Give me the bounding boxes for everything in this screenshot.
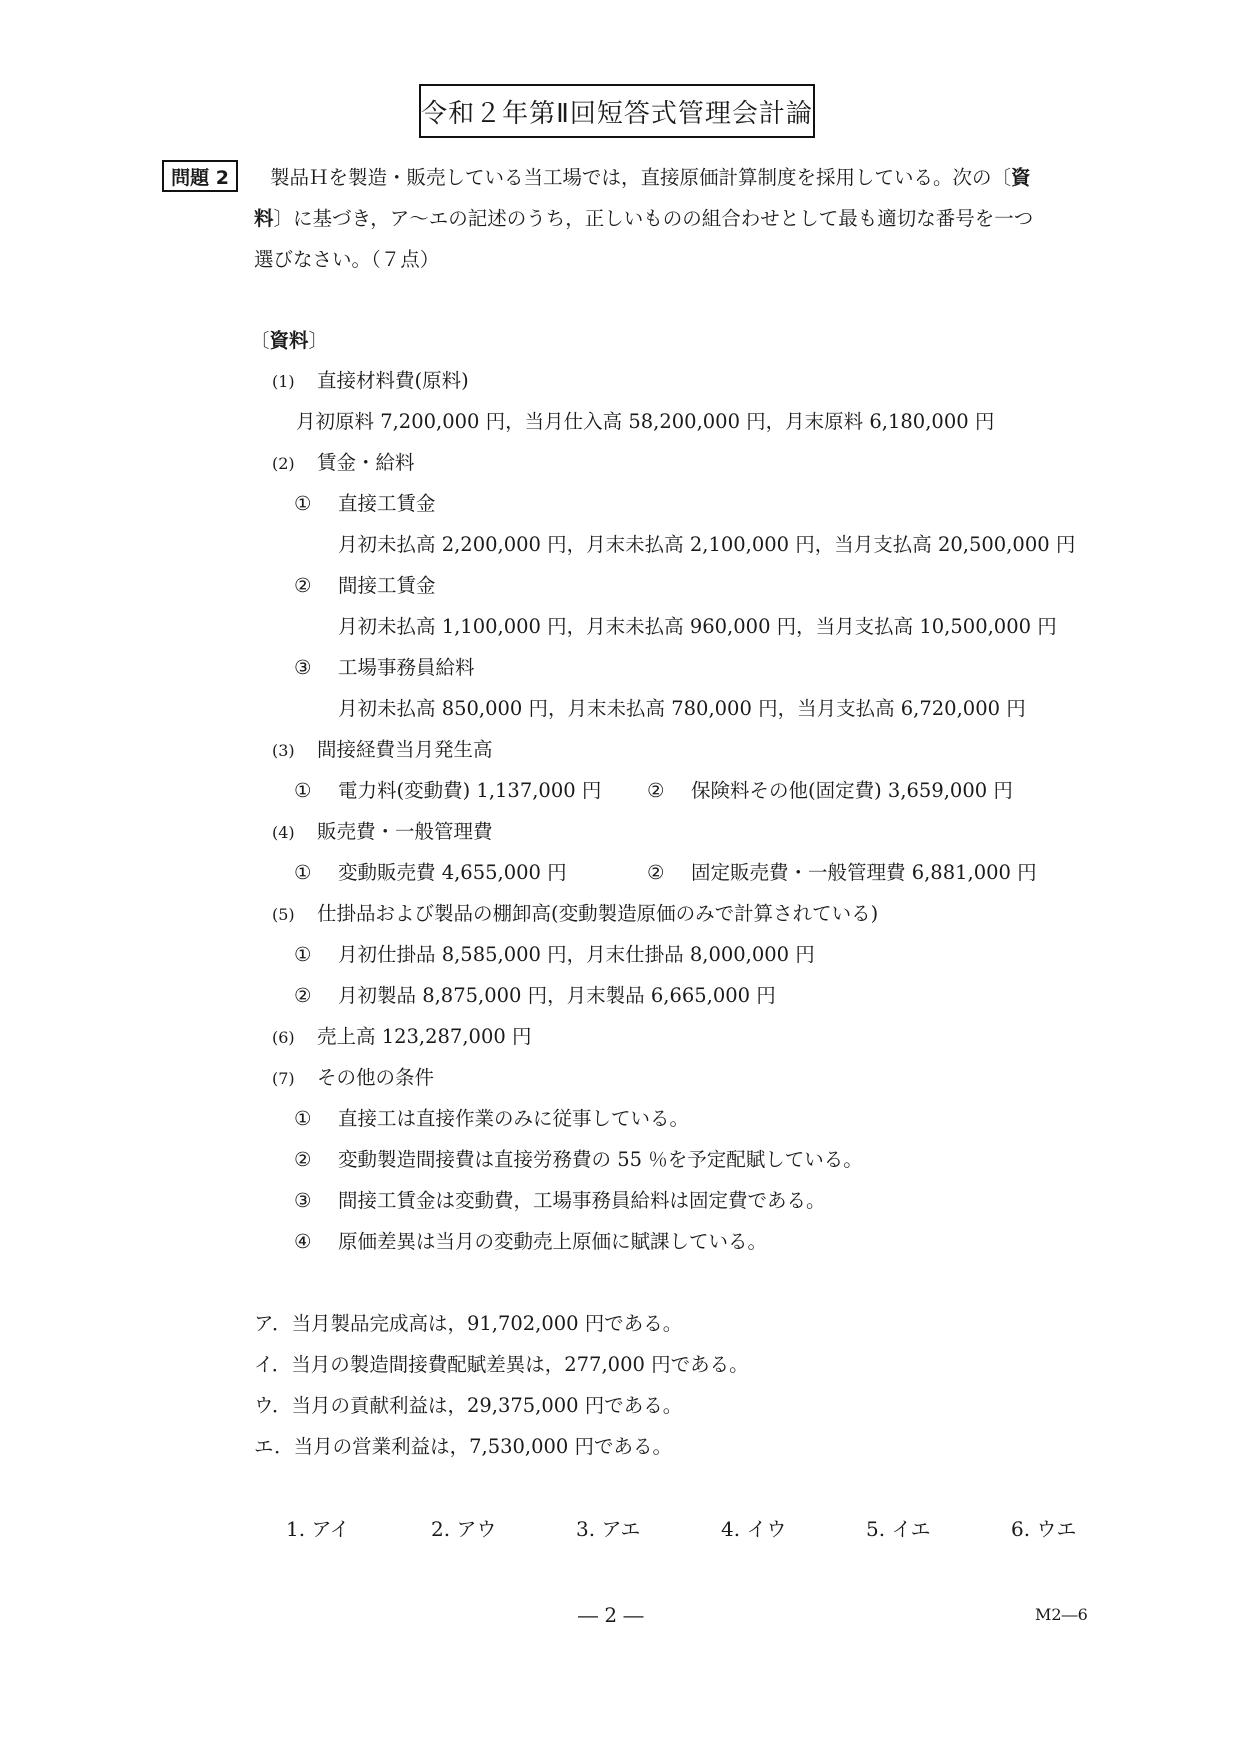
page-number: ― 2 ―: [578, 1603, 644, 1627]
section-6-title: 売上高 123,287,000 円: [317, 1025, 532, 1048]
section-2-1-number: ①: [294, 492, 312, 515]
section-5-1-text: 月初仕掛品 8,585,000 円，月末仕掛品 8,000,000 円: [338, 943, 815, 966]
choice-4-number: 4.: [721, 1517, 741, 1541]
statement-a: ア．当月製品完成高は，91,702,000 円である。: [254, 1312, 683, 1335]
section-5-number: (5): [272, 905, 295, 924]
section-3-2-text: 保険料その他(固定費) 3,659,000 円: [691, 779, 1013, 802]
section-7-1-number: ①: [294, 1107, 312, 1130]
choice-4-text: イウ: [746, 1517, 787, 1541]
section-7-title: その他の条件: [317, 1066, 435, 1089]
choice-3: [576, 1515, 640, 1543]
choice-2: [431, 1515, 496, 1543]
intro-line-2-bold: 料: [254, 207, 274, 230]
section-2-2-number: ②: [294, 574, 312, 597]
choice-6: [1011, 1515, 1076, 1543]
choice-5: [866, 1515, 931, 1543]
choice-5-number: 5.: [866, 1517, 886, 1541]
section-4-title: 販売費・一般管理費: [317, 820, 493, 843]
choice-4: [721, 1515, 786, 1543]
section-5-2-number: ②: [294, 984, 312, 1007]
choice-2-text: アウ: [456, 1517, 497, 1541]
intro-line-1-bold: 資: [1011, 166, 1031, 189]
choice-1-number: 1.: [286, 1517, 306, 1541]
section-4-number: (4): [272, 823, 295, 842]
section-2-1-title: 直接工賃金: [338, 492, 436, 515]
shiryo-heading-text: 資料: [269, 329, 309, 352]
section-2-2-detail: 月初未払高 1,100,000 円，月末未払高 960,000 円，当月支払高 10,500,000 円: [338, 615, 1057, 638]
section-2-3-detail: 月初未払高 850,000 円，月末未払高 780,000 円，当月支払高 6,720,000 円: [338, 697, 1026, 720]
page-title-text: 令和２年第Ⅱ回短答式管理会計論: [421, 98, 813, 129]
section-7-2-text: 変動製造間接費は直接労務費の 55 ％を予定配賦している。: [338, 1148, 863, 1171]
choice-1-text: アイ: [311, 1517, 350, 1541]
section-1-title: 直接材料費(原料): [317, 369, 469, 392]
statement-u: ウ．当月の貢献利益は，29,375,000 円である。: [254, 1394, 683, 1417]
section-5-1-number: ①: [294, 943, 312, 966]
section-7-3-number: ③: [294, 1189, 312, 1212]
intro-line-1: [270, 164, 1031, 192]
section-4-1-number: ①: [294, 861, 312, 884]
section-4-2-number: ②: [647, 861, 665, 884]
shiryo-heading-close: 〕: [308, 329, 329, 352]
choice-3-text: アエ: [601, 1517, 641, 1541]
section-3-number: (3): [272, 741, 295, 760]
section-2-title: 賃金・給料: [317, 451, 415, 474]
statement-i: イ．当月の製造間接費配賦差異は，277,000 円である。: [254, 1353, 749, 1376]
question-label-text: 問題 2: [171, 166, 229, 189]
choice-1: [286, 1515, 350, 1543]
section-3-2-number: ②: [647, 779, 665, 802]
section-7-2-number: ②: [294, 1148, 312, 1171]
page-title: [419, 84, 815, 138]
section-5-title: 仕掛品および製品の棚卸高(変動製造原価のみで計算されている): [317, 902, 879, 925]
choice-3-number: 3.: [576, 1517, 596, 1541]
section-2-2-title: 間接工賃金: [338, 574, 436, 597]
question-label: [162, 160, 238, 192]
section-7-4-number: ④: [294, 1230, 312, 1253]
page-code: M2―6: [1035, 1605, 1088, 1624]
section-1-number: (1): [272, 372, 295, 391]
section-2-3-number: ③: [294, 656, 312, 679]
section-5-2-text: 月初製品 8,875,000 円，月末製品 6,665,000 円: [338, 984, 776, 1007]
section-7-1-text: 直接工は直接作業のみに従事している。: [338, 1107, 690, 1130]
intro-line-2-text: 〕に基づき，ア～エの記述のうち，正しいものの組合わせとして最も適切な番号を一つ: [273, 207, 1034, 230]
section-2-1-detail: 月初未払高 2,200,000 円，月末未払高 2,100,000 円，当月支払高 20,500,000 円: [338, 533, 1076, 556]
section-1-detail: 月初原料 7,200,000 円，当月仕入高 58,200,000 円，月末原料 6,180,000 円: [296, 410, 995, 433]
section-7-3-text: 間接工賃金は変動費，工場事務員給料は固定費である。: [338, 1189, 826, 1212]
section-7-number: (7): [272, 1069, 295, 1088]
section-2-3-title: 工場事務員給料: [338, 656, 475, 679]
intro-line-3: 選びなさい。（７点）: [254, 248, 440, 271]
section-6-number: (6): [272, 1028, 295, 1047]
intro-line-2: [254, 205, 1033, 233]
section-7-4-text: 原価差異は当月の変動売上原価に賦課している。: [338, 1230, 768, 1253]
section-4-1-text: 変動販売費 4,655,000 円: [338, 861, 567, 884]
shiryo-heading: [250, 327, 328, 355]
statement-e: エ．当月の営業利益は，7,530,000 円である。: [254, 1435, 673, 1458]
section-3-title: 間接経費当月発生高: [317, 738, 493, 761]
choice-6-text: ウエ: [1036, 1517, 1077, 1541]
choice-6-number: 6.: [1011, 1517, 1031, 1541]
section-3-1-text: 電力料(変動費) 1,137,000 円: [338, 779, 602, 802]
section-3-1-number: ①: [294, 779, 312, 802]
choice-5-text: イエ: [891, 1517, 931, 1541]
shiryo-heading-open: 〔: [250, 329, 270, 352]
section-2-number: (2): [272, 454, 295, 473]
section-4-2-text: 固定販売費・一般管理費 6,881,000 円: [691, 861, 1037, 884]
choice-2-number: 2.: [431, 1517, 451, 1541]
intro-line-1-text: 製品Ｈを製造・販売している当工場では，直接原価計算制度を採用している。次の〔: [270, 166, 1012, 189]
